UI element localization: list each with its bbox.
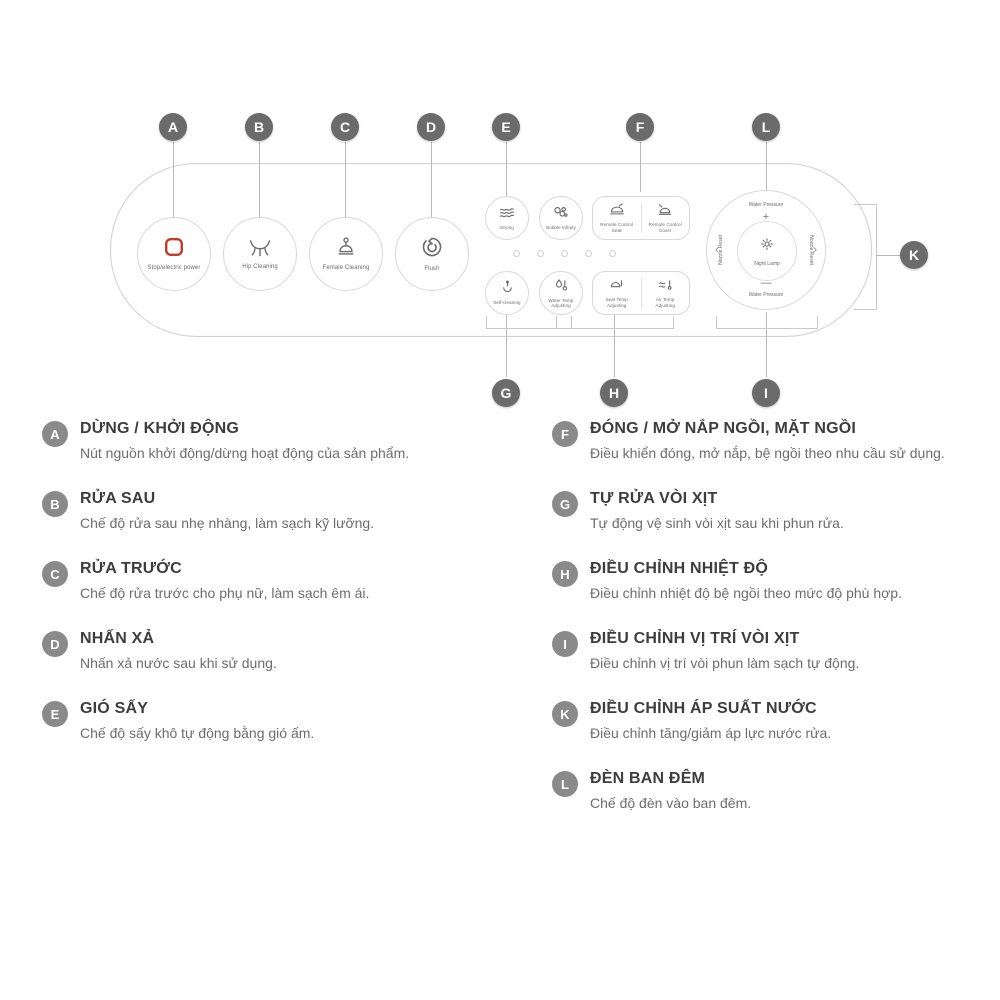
legend-badge-l: L [552,771,578,797]
button-label-air-temp-adjusting: Air Temp Adjusting [655,297,675,308]
drying-waves-icon [499,206,515,224]
legend-item-e [42,700,502,744]
legend-item-h [552,560,1000,604]
legend-desc-g: Tự động vệ sinh vòi xịt sau khi phun rửa. [590,515,844,531]
button-label-drying: Drying [500,224,514,230]
callout-d: D [417,113,445,141]
leader-line-b [259,142,260,220]
navpad-label-water-pressure-down: Water Pressure [748,292,784,298]
female-cleaning-icon [335,236,357,263]
legend-badge-a: A [42,421,68,447]
legend-desc-a: Nút nguồn khởi động/dừng hoạt động của sản phẩm. [80,445,410,461]
legend-item-d [42,630,502,674]
callout-b: B [245,113,273,141]
bracket-k [854,204,877,310]
flush-swirl-icon [420,235,444,264]
button-drying[interactable] [485,196,529,240]
button-water-temp-adjusting[interactable] [539,271,583,315]
legend-desc-f: Điều khiển đóng, mở nắp, bệ ngồi theo nhu cầu sử dụng. [590,445,945,461]
leader-line-e [506,142,507,196]
legend-item-i [552,630,1000,674]
button-label-remote-control-cover: Remote Control Cover [648,222,682,233]
legend-item-k [552,700,1000,744]
button-stop-electric-power[interactable] [137,217,211,291]
button-label-water-temp-adjusting: Water Temp Adjusting [548,297,574,308]
leader-line-c [345,142,346,220]
nozzle-navigation-pad[interactable] [706,190,826,310]
legend-item-a [42,420,502,464]
legend-badge-h: H [552,561,578,587]
legend-title-h: ĐIỀU CHỈNH NHIỆT ĐỘ [590,560,769,577]
hip-cleaning-icon [248,237,272,262]
button-flush[interactable] [395,217,469,291]
power-square-icon [163,236,185,263]
legend-desc-b: Chế độ rửa sau nhẹ nhàng, làm sạch kỹ lưỡng. [80,515,375,531]
legend-title-g: TỰ RỬA VÒI XỊT [590,490,718,507]
legend-desc-c: Chế độ rửa trước cho phụ nữ, làm sạch êm ái. [80,585,370,601]
indicator-dot [585,250,592,257]
legend-title-b: RỬA SAU [80,490,156,507]
indicator-dot [537,250,544,257]
temperature-control-pill[interactable] [592,271,690,315]
bracket-h [556,316,674,329]
legend-column-left [42,420,502,770]
navpad-label-night-lamp: Night Lamp [754,260,780,267]
button-female-cleaning[interactable] [309,217,383,291]
legend-desc-l: Chế độ đèn vào ban đêm. [590,795,752,811]
button-self-cleaning[interactable] [485,271,529,315]
callout-a: A [159,113,187,141]
legend-section [0,420,1000,1000]
legend-item-b [42,490,502,534]
seat-temp-icon [609,278,624,296]
legend-title-d: NHẤN XẢ [80,630,155,647]
callout-c: C [331,113,359,141]
legend-desc-d: Nhấn xả nước sau khi sử dụng. [80,655,277,671]
air-temp-icon [658,278,673,296]
legend-desc-h: Điều chỉnh nhiệt độ bệ ngồi theo mức độ phù hợp. [590,585,902,601]
legend-badge-d: D [42,631,68,657]
button-remote-control-cover[interactable] [642,197,690,239]
seat-cover-control-pill[interactable] [592,196,690,240]
leader-line-d [431,142,432,220]
button-label-hip-cleaning: Hip Cleaning [242,264,278,270]
navpad-label-water-pressure-up: Water Pressure [748,202,784,208]
button-seat-temp-adjusting[interactable] [593,272,641,314]
seat-open-icon [609,203,625,221]
legend-desc-e: Chế độ sấy khô tự động bằng gió ấm. [80,725,315,741]
nozzle-right-button[interactable]: › [813,244,817,256]
button-label-stop-electric-power: Stop/electric power [147,265,201,271]
legend-title-c: RỬA TRƯỚC [80,560,182,577]
legend-badge-c: C [42,561,68,587]
night-lamp-icon [758,236,776,259]
legend-title-k: ĐIỀU CHỈNH ÁP SUẤT NƯỚC [590,700,817,717]
nozzle-left-button[interactable]: ‹ [715,244,719,256]
legend-title-a: DỪNG / KHỞI ĐỘNG [80,420,240,437]
water-temp-icon [554,278,569,297]
water-pressure-increase-button[interactable]: + [762,211,770,223]
button-air-temp-adjusting[interactable] [642,272,690,314]
legend-badge-i: I [552,631,578,657]
button-label-self-cleaning: Self-cleaning [493,300,521,306]
bracket-i [716,316,818,329]
indicator-dot [561,250,568,257]
legend-badge-k: K [552,701,578,727]
legend-item-g [552,490,1000,534]
water-pressure-decrease-button[interactable]: — [760,277,772,289]
legend-title-f: ĐÓNG / MỞ NẮP NGỒI, MẶT NGỒI [590,420,857,437]
legend-item-f [552,420,1000,464]
callout-f: F [626,113,654,141]
legend-title-l: ĐÈN BAN ĐÊM [590,770,706,787]
button-bubble-infinity[interactable] [539,196,583,240]
button-hip-cleaning[interactable] [223,217,297,291]
callout-g: G [492,379,520,407]
legend-badge-f: F [552,421,578,447]
callout-l: L [752,113,780,141]
callout-i: I [752,379,780,407]
legend-badge-e: E [42,701,68,727]
legend-column-right [552,420,1000,840]
legend-desc-i: Điều chỉnh vị trí vòi phun làm sạch tự động. [590,655,860,671]
button-remote-control-seat[interactable] [593,197,641,239]
control-panel-diagram [0,0,1000,420]
button-label-female-cleaning: Female Cleaning [322,265,370,271]
leader-line-a [173,142,174,220]
self-cleaning-icon [500,280,515,299]
indicator-dot [513,250,520,257]
indicator-dot-row [513,250,616,257]
legend-title-i: ĐIỀU CHỈNH VỊ TRÍ VÒI XỊT [590,630,800,647]
legend-badge-b: B [42,491,68,517]
legend-desc-k: Điều chỉnh tăng/giảm áp lực nước rửa. [590,725,832,741]
cover-open-icon [657,203,673,221]
navpad-label-nozzle-reset-right: Nozzle Reset [808,235,815,265]
navpad-label-nozzle-reset-left: Nozzle Reset [717,235,724,265]
night-lamp-button[interactable] [737,221,797,281]
legend-title-e: GIÓ SẤY [80,700,149,717]
leader-line-f [640,142,641,192]
leader-line-k [876,255,900,256]
bubble-infinity-icon [553,205,569,224]
legend-badge-g: G [552,491,578,517]
indicator-dot [609,250,616,257]
button-label-bubble-infinity: Bubble Infinity [546,225,576,231]
button-label-seat-temp-adjusting: Seat Temp Adjusting [605,297,628,308]
button-label-flush: Flush [424,266,440,272]
button-label-remote-control-seat: Remote Control Seat [600,222,634,233]
legend-item-l [552,770,1000,814]
callout-k: K [900,241,928,269]
callout-h: H [600,379,628,407]
legend-item-c [42,560,502,604]
callout-e: E [492,113,520,141]
